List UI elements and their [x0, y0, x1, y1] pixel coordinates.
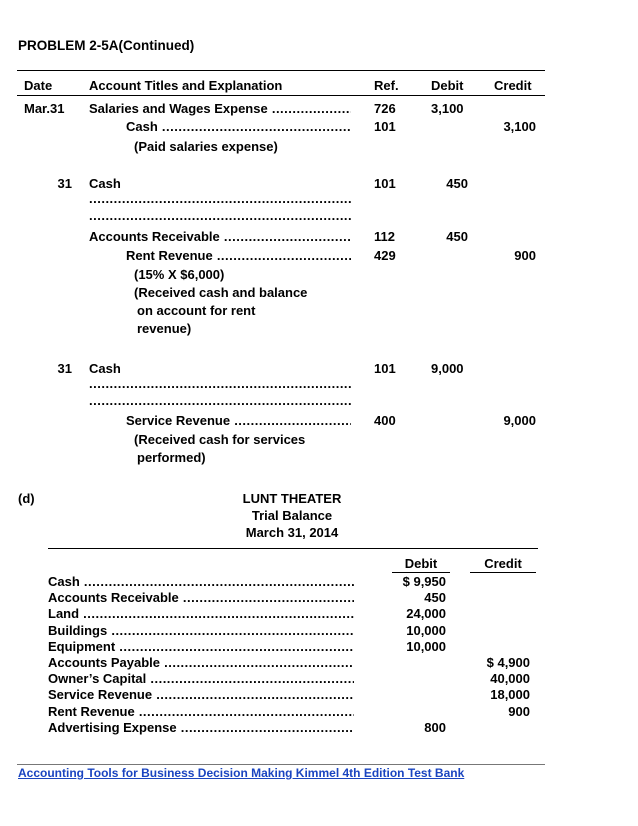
entry2-credit-account: Rent Revenue ..... [126, 248, 351, 263]
entry3-debit-amount: 9,000 [431, 361, 464, 376]
trial-balance-account: Accounts Payable ..... [48, 655, 354, 670]
trial-balance-account: Service Revenue ..... [48, 687, 354, 702]
trial-balance-account: Equipment ..... [48, 639, 354, 654]
entry3-explanation-line: (Received cash for services [134, 432, 306, 447]
trial-balance-account: Land ..... [48, 606, 354, 621]
entry1-credit-amount: 3,100 [503, 119, 536, 134]
trial-balance-debit: 24,000 [406, 606, 446, 622]
entry3-explanation-line: performed) [137, 450, 206, 465]
trial-balance-account: Owner’s Capital ..... [48, 671, 354, 686]
trial-balance-credit: $ 4,900 [486, 655, 530, 670]
entry2-debit2-account: Accounts Receivable ..... [89, 229, 351, 244]
entry3-date: 31 [57, 361, 72, 376]
trial-balance-account: Advertising Expense ..... [48, 720, 354, 735]
journal-header-account: Account Titles and Explanation [89, 78, 283, 93]
entry2-credit-amount: 900 [514, 248, 536, 263]
entry1-credit-ref: 101 [374, 119, 396, 134]
trial-balance-debit: 800 [424, 719, 446, 735]
entry2-explanation-line: revenue) [137, 321, 192, 336]
footer-rule [17, 764, 545, 765]
journal-header-ref: Ref. [374, 78, 399, 93]
trial-balance-credit: 900 [508, 703, 530, 719]
entry1-debit-ref: 726 [374, 101, 396, 116]
trial-balance-credit-header: Credit [484, 556, 522, 571]
debit-header-underline [392, 572, 450, 573]
entry1-debit-account: Salaries and Wages Expense ..... [89, 101, 351, 116]
entry1-credit-account: Cash ..... [126, 119, 351, 134]
entry1-explanation: (Paid salaries expense) [134, 139, 278, 154]
entry1-date: Mar.31 [24, 101, 65, 116]
trial-balance-account: Cash ..... [48, 574, 354, 589]
entry3-blank-line [89, 376, 351, 391]
entry3-blank-line [89, 393, 351, 408]
entry2-explanation-line: (Received cash and balance [134, 285, 308, 300]
problem-title: PROBLEM 2-5A(Continued) [18, 38, 195, 53]
trial-balance-account: Accounts Receivable ..... [48, 590, 354, 605]
journal-header-debit: Debit [431, 78, 464, 93]
credit-header-underline [470, 572, 536, 573]
trial-balance-credit: 18,000 [490, 687, 530, 703]
trial-balance-debit: 450 [424, 590, 446, 606]
trial-balance-debit: $ 9,950 [402, 574, 446, 589]
entry2-debit2-amount: 450 [446, 229, 468, 244]
entry2-credit-ref: 429 [374, 248, 396, 263]
entry2-date: 31 [57, 176, 72, 191]
trial-balance-date: March 31, 2014 [245, 525, 339, 540]
trial-balance-debit: 10,000 [406, 638, 446, 654]
trial-balance-debit: 10,000 [406, 622, 446, 638]
entry2-debit1-ref: 101 [374, 176, 396, 191]
trial-balance-title: Trial Balance [251, 508, 333, 523]
trial-balance-company: LUNT THEATER [242, 491, 342, 506]
entry3-credit-ref: 400 [374, 413, 396, 428]
trial-balance-account: Buildings ..... [48, 623, 354, 638]
entry2-debit1-account: Cash [89, 176, 121, 191]
journal-header-date: Date [24, 78, 53, 93]
trial-balance-part-label: (d) [18, 491, 35, 506]
journal-header-credit: Credit [494, 78, 532, 93]
entry3-credit-amount: 9,000 [503, 413, 536, 428]
entry2-blank-line [89, 191, 351, 206]
trial-balance-credit: 40,000 [490, 671, 530, 687]
entry2-debit1-amount: 450 [446, 176, 468, 191]
entry1-debit-amount: 3,100 [431, 101, 464, 116]
journal-top-rule [17, 70, 545, 71]
trial-balance-top-rule [48, 548, 538, 549]
entry2-debit2-ref: 112 [374, 229, 395, 244]
entry2-blank-line [89, 208, 351, 223]
journal-header-rule [17, 95, 545, 96]
entry2-explanation-line: (15% X $6,000) [134, 267, 225, 282]
entry3-credit-account: Service Revenue ..... [126, 413, 351, 428]
trial-balance-debit-header: Debit [404, 556, 438, 571]
entry3-debit-ref: 101 [374, 361, 396, 376]
entry3-debit-account: Cash [89, 361, 121, 376]
trial-balance-account: Rent Revenue ..... [48, 704, 354, 719]
footer-link[interactable]: Accounting Tools for Business Decision Making Kimmel 4th Edition Test Bank [18, 766, 465, 780]
entry2-explanation-line: on account for rent [137, 303, 256, 318]
